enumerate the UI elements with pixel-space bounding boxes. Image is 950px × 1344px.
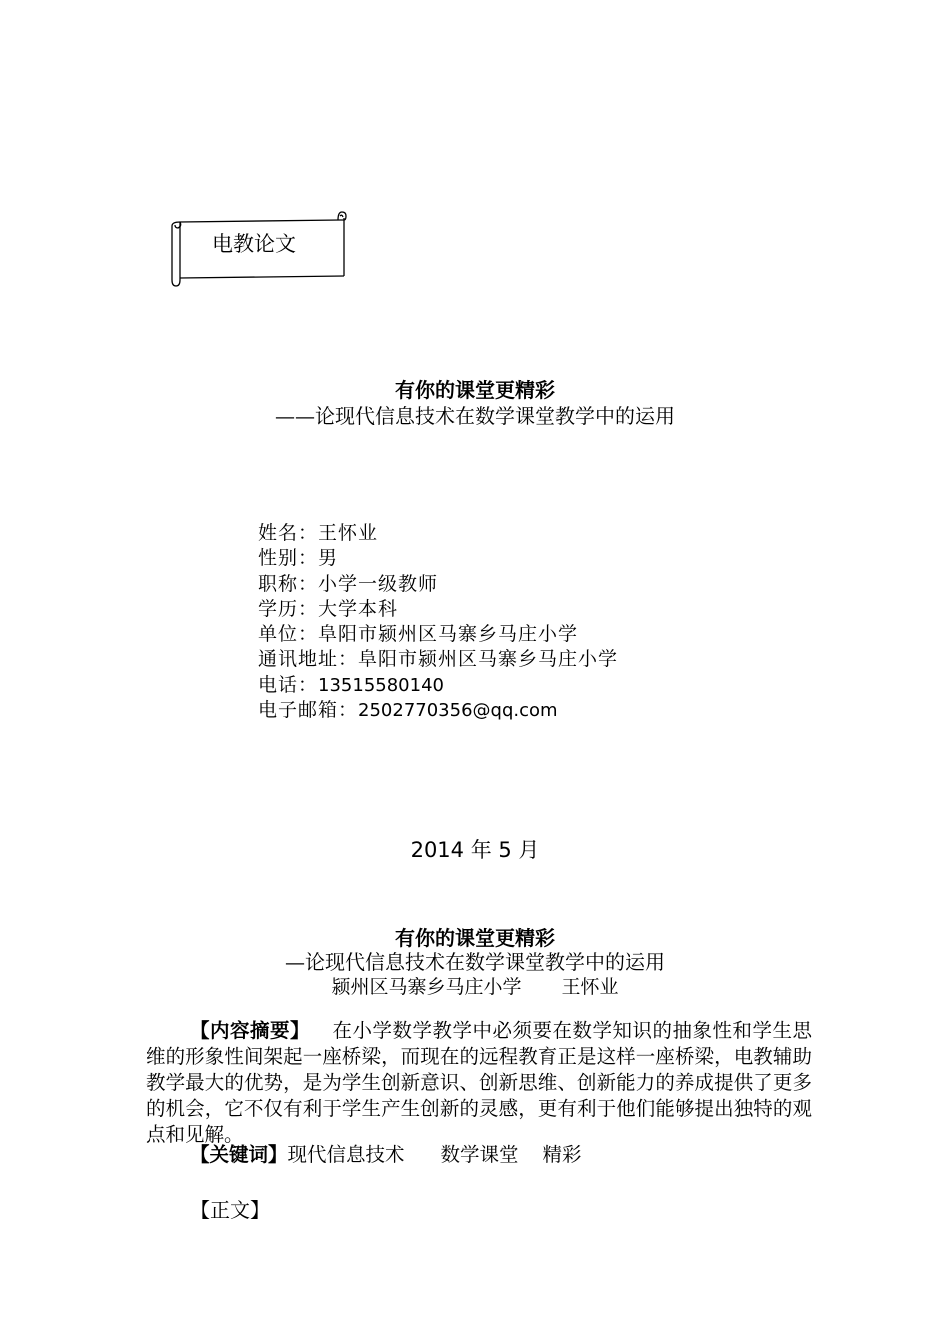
info-value: 2502770356@qq.com (358, 700, 558, 722)
info-label: 电子邮箱： (258, 699, 359, 722)
author-info-list (258, 521, 618, 723)
info-row-education (258, 597, 618, 622)
info-value: 小学一级教师 (318, 572, 439, 595)
info-value: 男 (318, 547, 339, 570)
scroll-banner (168, 208, 350, 290)
body-heading: 【正文】 (190, 1198, 270, 1222)
cover-date: 2014 年 5 月 (410, 838, 540, 862)
info-value: 王怀业 (318, 522, 379, 544)
article-school: 颍州区马寨乡马庄小学 (331, 976, 522, 998)
info-label: 单位： (258, 623, 319, 646)
article-subtitle: —论现代信息技术在数学课堂教学中的运用 (285, 950, 665, 974)
info-row-gender (258, 546, 618, 571)
info-label: 电话： (258, 673, 319, 696)
info-row-name (258, 521, 618, 546)
article-author: 王怀业 (561, 976, 619, 998)
info-row-phone (258, 673, 618, 698)
info-row-email (258, 698, 618, 723)
keyword-item: 数学课堂 (440, 1143, 519, 1166)
info-label: 性别： (258, 547, 319, 570)
keyword-item: 精彩 (542, 1143, 582, 1166)
abstract-label: 【内容摘要】 (190, 1019, 310, 1042)
info-row-title (258, 572, 618, 597)
info-label: 职称： (258, 572, 319, 595)
keyword-item: 现代信息技术 (287, 1143, 405, 1166)
banner-label: 电教论文 (212, 232, 296, 256)
info-row-address (258, 647, 618, 672)
info-value: 阜阳市颍州区马寨乡马庄小学 (358, 648, 619, 671)
cover-subtitle: ——论现代信息技术在数学课堂教学中的运用 (275, 404, 675, 428)
info-label: 姓名： (258, 522, 319, 544)
abstract-paragraph (146, 1018, 812, 1148)
article-title: 有你的课堂更精彩 (395, 926, 555, 950)
info-label: 通讯地址： (258, 648, 359, 671)
info-value: 阜阳市颍州区马寨乡马庄小学 (318, 623, 579, 646)
keywords-label: 【关键词】 (190, 1143, 288, 1166)
info-label: 学历： (258, 597, 319, 620)
info-row-unit (258, 622, 618, 647)
keywords-line (190, 1142, 582, 1168)
article-byline (0, 972, 950, 999)
cover-title: 有你的课堂更精彩 (395, 378, 555, 402)
info-value: 大学本科 (318, 597, 399, 620)
abstract-text: 在小学数学教学中必须要在数学知识的抽象性和学生思维的形象性间架起一座桥梁，而现在的远程教育正是这样一座桥梁，电教辅助教学最大的优势，是为学生创新意识、创新思维、创新能力的养成提供了更多的机会，它不仅有利于学生产生创新的灵感，更有利于他们能够提出独特的观点和见解。 (146, 1019, 812, 1146)
info-value: 13515580140 (318, 674, 444, 696)
